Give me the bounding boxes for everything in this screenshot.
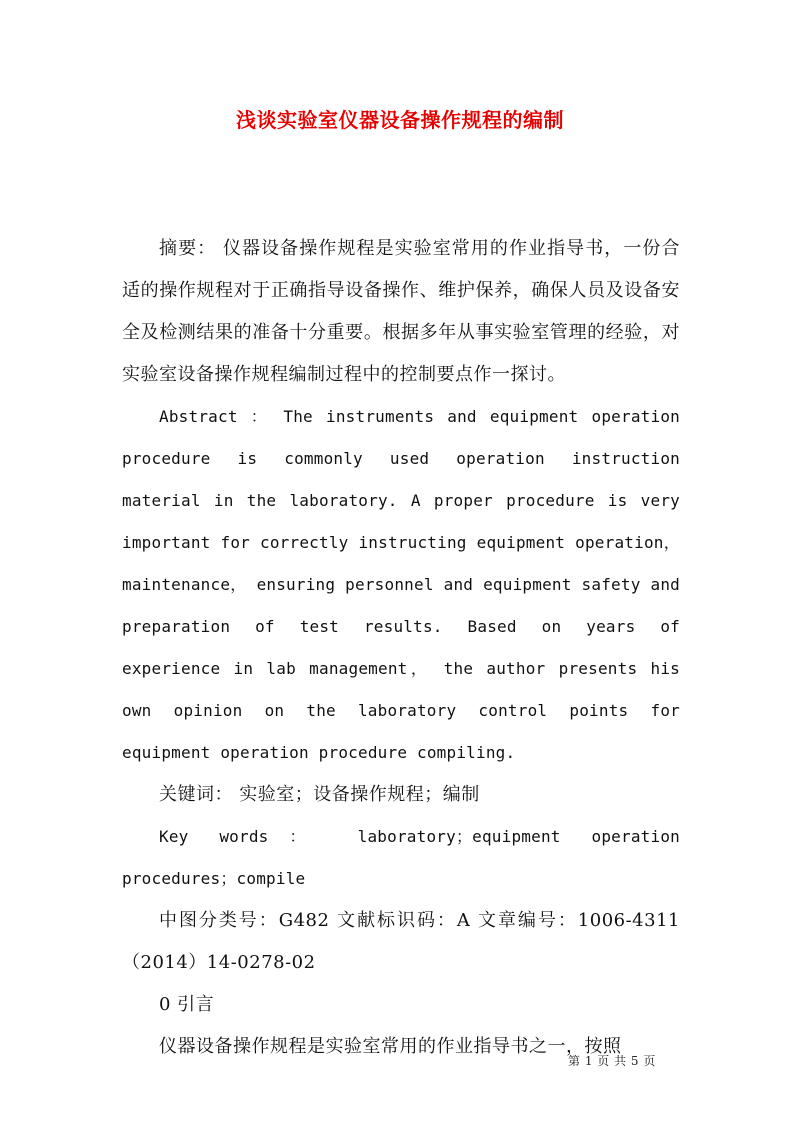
- abstract-en: Abstract ： The instruments and equipment operation procedure is commonly used operation instruction material in the laboratory. A proper procedure is very important for correctly instructing equipment operation， maintenance， ensuring personnel and equipment safety and preparation of test results. Based on years of experience in lab management， the author presents his own opinion on the laboratory control points for equipment operation procedure compiling.: [122, 407, 680, 762]
- page-number: 第 1 页 共 5 页: [568, 1054, 656, 1068]
- classification-info: 中图分类号：G482 文献标识码：A 文章编号：1006-4311（2014）14-0278-02: [122, 910, 680, 973]
- section-heading-introduction: 0 引言: [159, 994, 215, 1015]
- document-body: [122, 228, 680, 1068]
- keywords-en: Key words： laboratory；equipment operation procedures；compile: [122, 827, 680, 888]
- abstract-cn: 摘要： 仪器设备操作规程是实验室常用的作业指导书，一份合适的操作规程对于正确指导设备操作、维护保养，确保人员及设备安全及检测结果的准备十分重要。根据多年从事实验室管理的经验，对实验室设备操作规程编制过程中的控制要点作一探讨。: [122, 238, 680, 385]
- body-paragraph: 仪器设备操作规程是实验室常用的作业指导书之一，按照: [159, 1036, 622, 1057]
- keywords-cn: 关键词： 实验室；设备操作规程；编制: [159, 784, 480, 805]
- page-title: 浅谈实验室仪器设备操作规程的编制: [236, 108, 564, 132]
